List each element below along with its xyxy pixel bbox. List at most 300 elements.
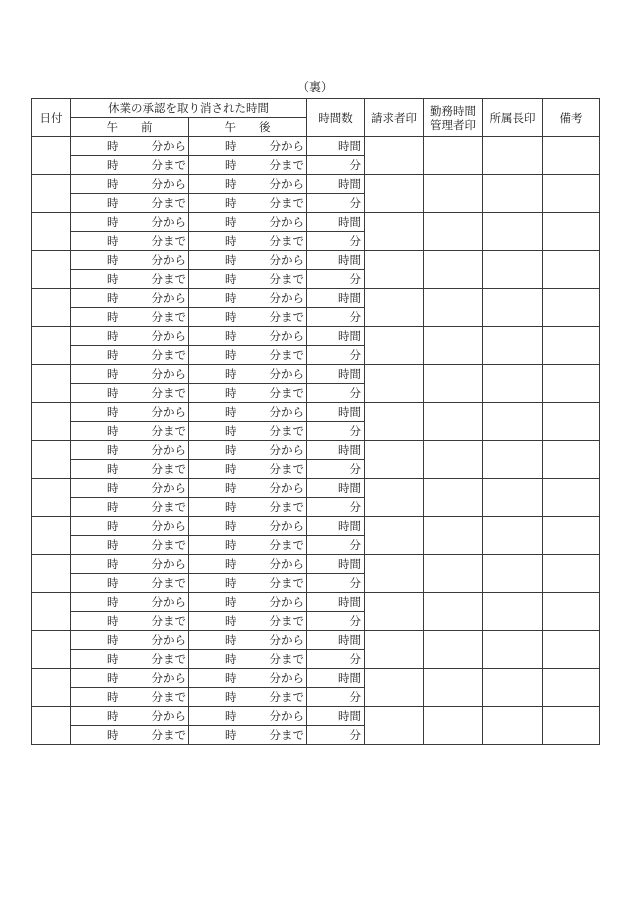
am-start-time-cell[interactable] (71, 365, 189, 384)
am-end-time-cell[interactable] (71, 346, 189, 365)
minute-label: 分まで (151, 576, 186, 590)
hours-unit-cell[interactable]: 時間 (307, 289, 365, 308)
remarks-cell[interactable] (543, 479, 600, 517)
hours-unit-cell[interactable]: 時間 (307, 251, 365, 270)
am-end-time-cell[interactable] (71, 688, 189, 707)
am-end-time-cell[interactable] (71, 574, 189, 593)
dept-head-seal-cell[interactable] (483, 517, 543, 555)
hour-label: 時 (107, 329, 119, 343)
minute-label: 分まで (269, 728, 304, 742)
entry-row-start (32, 327, 600, 346)
remarks-cell[interactable] (543, 365, 600, 403)
minute-label: 分まで (269, 690, 304, 704)
minute-label: 分から (269, 215, 304, 229)
hour-label: 時 (107, 386, 119, 400)
hour-label: 時 (225, 158, 237, 172)
entry-row-start (32, 593, 600, 612)
work-manager-seal-cell[interactable] (424, 251, 483, 289)
pm-end-time-cell[interactable] (189, 498, 307, 517)
remarks-cell[interactable] (543, 403, 600, 441)
date-cell[interactable] (32, 327, 71, 365)
minute-label: 分から (151, 671, 186, 685)
hour-label: 時 (225, 215, 237, 229)
entry-row-start (32, 213, 600, 232)
minutes-unit-cell[interactable]: 分 (307, 574, 365, 593)
am-end-time-cell[interactable] (71, 270, 189, 289)
am-start-time-cell[interactable] (71, 327, 189, 346)
minute-label: 分まで (269, 652, 304, 666)
minute-label: 分まで (269, 272, 304, 286)
hours-unit-cell[interactable]: 時間 (307, 517, 365, 536)
remarks-cell[interactable] (543, 289, 600, 327)
am-start-time-cell[interactable] (71, 593, 189, 612)
entry-row-start (32, 707, 600, 726)
date-cell[interactable] (32, 707, 71, 745)
dept-head-seal-cell[interactable] (483, 289, 543, 327)
minute-label: 分から (151, 595, 186, 609)
hour-label: 時 (107, 234, 119, 248)
dept-head-seal-cell[interactable] (483, 213, 543, 251)
am-start-time-cell[interactable] (71, 137, 189, 156)
hour-label: 時 (107, 481, 119, 495)
requester-seal-cell[interactable] (365, 365, 424, 403)
pm-end-time-cell[interactable] (189, 194, 307, 213)
hour-label: 時 (225, 614, 237, 628)
minute-label: 分から (151, 443, 186, 457)
remarks-cell[interactable] (543, 631, 600, 669)
remarks-cell[interactable] (543, 175, 600, 213)
date-cell[interactable] (32, 517, 71, 555)
requester-seal-cell[interactable] (365, 403, 424, 441)
am-end-time-cell[interactable] (71, 460, 189, 479)
hour-label: 時 (107, 728, 119, 742)
hour-label: 時 (107, 272, 119, 286)
am-end-time-cell[interactable] (71, 726, 189, 745)
dept-head-seal-cell[interactable] (483, 631, 543, 669)
minutes-unit-cell[interactable]: 分 (307, 498, 365, 517)
date-cell[interactable] (32, 479, 71, 517)
minute-label: 分から (269, 177, 304, 191)
hours-unit-cell[interactable]: 時間 (307, 137, 365, 156)
am-end-time-cell[interactable] (71, 308, 189, 327)
hour-label: 時 (107, 671, 119, 685)
hour-label: 時 (107, 443, 119, 457)
minutes-unit-cell[interactable]: 分 (307, 156, 365, 175)
entry-row-start (32, 479, 600, 498)
minutes-unit-cell[interactable]: 分 (307, 726, 365, 745)
work-manager-seal-cell[interactable] (424, 593, 483, 631)
hour-label: 時 (225, 405, 237, 419)
minute-label: 分から (151, 253, 186, 267)
page-side-label: （裏） (296, 80, 333, 94)
hour-label: 時 (107, 215, 119, 229)
minute-label: 分から (269, 481, 304, 495)
am-start-time-cell[interactable] (71, 631, 189, 650)
remarks-cell[interactable] (543, 555, 600, 593)
hour-label: 時 (107, 557, 119, 571)
work-manager-seal-cell[interactable] (424, 555, 483, 593)
hour-label: 時 (225, 538, 237, 552)
hour-label: 時 (107, 139, 119, 153)
dept-head-seal-cell[interactable] (483, 669, 543, 707)
dept-head-seal-cell[interactable] (483, 251, 543, 289)
requester-seal-cell[interactable] (365, 137, 424, 175)
hours-unit-cell[interactable]: 時間 (307, 213, 365, 232)
am-end-time-cell[interactable] (71, 384, 189, 403)
header-dept-head-seal: 所属長印 (483, 99, 543, 137)
minute-label: 分まで (151, 310, 186, 324)
entry-row-start (32, 365, 600, 384)
hour-label: 時 (107, 614, 119, 628)
minute-label: 分から (269, 443, 304, 457)
date-cell[interactable] (32, 441, 71, 479)
pm-end-time-cell[interactable] (189, 574, 307, 593)
hour-label: 時 (225, 291, 237, 305)
am-start-time-cell[interactable] (71, 175, 189, 194)
requester-seal-cell[interactable] (365, 251, 424, 289)
leave-cancellation-table (31, 98, 600, 745)
work-manager-seal-cell[interactable] (424, 517, 483, 555)
minute-label: 分から (269, 253, 304, 267)
hour-label: 時 (225, 443, 237, 457)
hour-label: 時 (225, 728, 237, 742)
am-start-time-cell[interactable] (71, 441, 189, 460)
pm-end-time-cell[interactable] (189, 422, 307, 441)
pm-end-time-cell[interactable] (189, 612, 307, 631)
minutes-unit-cell[interactable]: 分 (307, 232, 365, 251)
minute-label: 分から (269, 291, 304, 305)
am-end-time-cell[interactable] (71, 156, 189, 175)
minutes-unit-cell[interactable]: 分 (307, 688, 365, 707)
hours-unit-cell[interactable]: 時間 (307, 327, 365, 346)
minute-label: 分まで (151, 196, 186, 210)
hour-label: 時 (107, 652, 119, 666)
am-start-time-cell[interactable] (71, 555, 189, 574)
pm-end-time-cell[interactable] (189, 346, 307, 365)
pm-end-time-cell[interactable] (189, 270, 307, 289)
hour-label: 時 (225, 652, 237, 666)
pm-end-time-cell[interactable] (189, 384, 307, 403)
minutes-unit-cell[interactable]: 分 (307, 384, 365, 403)
minutes-unit-cell[interactable]: 分 (307, 270, 365, 289)
pm-end-time-cell[interactable] (189, 726, 307, 745)
hour-label: 時 (107, 424, 119, 438)
requester-seal-cell[interactable] (365, 517, 424, 555)
date-cell[interactable] (32, 669, 71, 707)
hours-unit-cell[interactable]: 時間 (307, 403, 365, 422)
pm-start-time-cell[interactable] (189, 403, 307, 422)
minute-label: 分まで (269, 576, 304, 590)
requester-seal-cell[interactable] (365, 631, 424, 669)
minute-label: 分まで (151, 500, 186, 514)
dept-head-seal-cell[interactable] (483, 175, 543, 213)
minute-label: 分から (151, 215, 186, 229)
minute-label: 分から (151, 139, 186, 153)
entry-row-start (32, 669, 600, 688)
hour-label: 時 (225, 234, 237, 248)
minute-label: 分まで (151, 424, 186, 438)
minute-label: 分まで (269, 234, 304, 248)
minute-label: 分から (269, 671, 304, 685)
hour-label: 時 (225, 367, 237, 381)
am-end-time-cell[interactable] (71, 422, 189, 441)
remarks-cell[interactable] (543, 593, 600, 631)
remarks-cell[interactable] (543, 137, 600, 175)
minute-label: 分まで (269, 462, 304, 476)
date-cell[interactable] (32, 631, 71, 669)
entry-row-start (32, 137, 600, 156)
header-work-manager-seal-line2: 管理者印 (430, 117, 476, 132)
requester-seal-cell[interactable] (365, 213, 424, 251)
hour-label: 時 (225, 310, 237, 324)
entry-row-start (32, 441, 600, 460)
am-start-time-cell[interactable] (71, 213, 189, 232)
minute-label: 分から (151, 481, 186, 495)
pm-start-time-cell[interactable] (189, 479, 307, 498)
hour-label: 時 (107, 519, 119, 533)
remarks-cell[interactable] (543, 707, 600, 745)
minute-label: 分まで (151, 462, 186, 476)
pm-start-time-cell[interactable] (189, 289, 307, 308)
minute-label: 分まで (269, 424, 304, 438)
hour-label: 時 (107, 158, 119, 172)
date-cell[interactable] (32, 251, 71, 289)
date-cell[interactable] (32, 137, 71, 175)
hours-unit-cell[interactable]: 時間 (307, 669, 365, 688)
minute-label: 分から (151, 633, 186, 647)
hour-label: 時 (107, 291, 119, 305)
dept-head-seal-cell[interactable] (483, 441, 543, 479)
date-cell[interactable] (32, 365, 71, 403)
pm-start-time-cell[interactable] (189, 251, 307, 270)
minute-label: 分から (269, 557, 304, 571)
hour-label: 時 (225, 177, 237, 191)
hours-unit-cell[interactable]: 時間 (307, 175, 365, 194)
header-requester-seal: 請求者印 (365, 99, 424, 137)
dept-head-seal-cell[interactable] (483, 707, 543, 745)
header-remarks: 備考 (543, 99, 600, 137)
minutes-unit-cell[interactable]: 分 (307, 422, 365, 441)
hour-label: 時 (225, 253, 237, 267)
hour-label: 時 (107, 500, 119, 514)
date-cell[interactable] (32, 289, 71, 327)
minute-label: 分から (269, 519, 304, 533)
am-start-time-cell[interactable] (71, 669, 189, 688)
am-start-time-cell[interactable] (71, 289, 189, 308)
header-pm: 午 後 (189, 118, 307, 137)
pm-end-time-cell[interactable] (189, 536, 307, 555)
hour-label: 時 (225, 709, 237, 723)
work-manager-seal-cell[interactable] (424, 479, 483, 517)
pm-start-time-cell[interactable] (189, 669, 307, 688)
hours-unit-cell[interactable]: 時間 (307, 365, 365, 384)
pm-start-time-cell[interactable] (189, 213, 307, 232)
minutes-unit-cell[interactable]: 分 (307, 536, 365, 555)
minute-label: 分から (269, 329, 304, 343)
entry-row-start (32, 251, 600, 270)
requester-seal-cell[interactable] (365, 441, 424, 479)
hour-label: 時 (225, 576, 237, 590)
remarks-cell[interactable] (543, 441, 600, 479)
pm-end-time-cell[interactable] (189, 650, 307, 669)
hour-label: 時 (225, 671, 237, 685)
am-start-time-cell[interactable] (71, 707, 189, 726)
pm-start-time-cell[interactable] (189, 555, 307, 574)
pm-start-time-cell[interactable] (189, 441, 307, 460)
pm-start-time-cell[interactable] (189, 631, 307, 650)
work-manager-seal-cell[interactable] (424, 175, 483, 213)
hour-label: 時 (107, 405, 119, 419)
minute-label: 分まで (151, 234, 186, 248)
requester-seal-cell[interactable] (365, 555, 424, 593)
minute-label: 分から (269, 709, 304, 723)
minutes-unit-cell[interactable]: 分 (307, 460, 365, 479)
date-cell[interactable] (32, 403, 71, 441)
entry-row-start (32, 175, 600, 194)
am-end-time-cell[interactable] (71, 536, 189, 555)
am-end-time-cell[interactable] (71, 650, 189, 669)
minute-label: 分まで (151, 386, 186, 400)
dept-head-seal-cell[interactable] (483, 593, 543, 631)
pm-start-time-cell[interactable] (189, 365, 307, 384)
hours-unit-cell[interactable]: 時間 (307, 707, 365, 726)
dept-head-seal-cell[interactable] (483, 327, 543, 365)
pm-start-time-cell[interactable] (189, 327, 307, 346)
dept-head-seal-cell[interactable] (483, 403, 543, 441)
pm-start-time-cell[interactable] (189, 137, 307, 156)
header-am: 午 前 (71, 118, 189, 137)
minute-label: 分から (151, 177, 186, 191)
minute-label: 分から (151, 291, 186, 305)
entry-row-start (32, 555, 600, 574)
minute-label: 分まで (151, 614, 186, 628)
minute-label: 分まで (269, 538, 304, 552)
minute-label: 分から (151, 367, 186, 381)
am-end-time-cell[interactable] (71, 194, 189, 213)
header-hours: 時間数 (307, 99, 365, 137)
work-manager-seal-cell[interactable] (424, 213, 483, 251)
minutes-unit-cell[interactable]: 分 (307, 194, 365, 213)
hour-label: 時 (107, 253, 119, 267)
minute-label: 分から (269, 405, 304, 419)
minute-label: 分まで (269, 310, 304, 324)
work-manager-seal-cell[interactable] (424, 289, 483, 327)
hours-unit-cell[interactable]: 時間 (307, 593, 365, 612)
dept-head-seal-cell[interactable] (483, 479, 543, 517)
dept-head-seal-cell[interactable] (483, 137, 543, 175)
minute-label: 分まで (269, 500, 304, 514)
date-cell[interactable] (32, 555, 71, 593)
minute-label: 分まで (269, 386, 304, 400)
pm-end-time-cell[interactable] (189, 156, 307, 175)
work-manager-seal-cell[interactable] (424, 327, 483, 365)
hour-label: 時 (225, 348, 237, 362)
am-start-time-cell[interactable] (71, 479, 189, 498)
minutes-unit-cell[interactable]: 分 (307, 308, 365, 327)
hour-label: 時 (225, 462, 237, 476)
minute-label: 分まで (151, 538, 186, 552)
am-start-time-cell[interactable] (71, 517, 189, 536)
hour-label: 時 (107, 196, 119, 210)
requester-seal-cell[interactable] (365, 175, 424, 213)
hours-unit-cell[interactable]: 時間 (307, 479, 365, 498)
minute-label: 分まで (151, 348, 186, 362)
work-manager-seal-cell[interactable] (424, 669, 483, 707)
minute-label: 分まで (151, 158, 186, 172)
requester-seal-cell[interactable] (365, 669, 424, 707)
date-cell[interactable] (32, 175, 71, 213)
minutes-unit-cell[interactable]: 分 (307, 650, 365, 669)
pm-end-time-cell[interactable] (189, 308, 307, 327)
hours-unit-cell[interactable]: 時間 (307, 441, 365, 460)
work-manager-seal-cell[interactable] (424, 441, 483, 479)
remarks-cell[interactable] (543, 213, 600, 251)
requester-seal-cell[interactable] (365, 479, 424, 517)
am-end-time-cell[interactable] (71, 498, 189, 517)
entry-row-start (32, 631, 600, 650)
date-cell[interactable] (32, 593, 71, 631)
requester-seal-cell[interactable] (365, 707, 424, 745)
pm-start-time-cell[interactable] (189, 593, 307, 612)
hour-label: 時 (107, 576, 119, 590)
pm-end-time-cell[interactable] (189, 232, 307, 251)
date-cell[interactable] (32, 213, 71, 251)
minutes-unit-cell[interactable]: 分 (307, 612, 365, 631)
header-work-manager-seal-line1: 勤務時間 (430, 103, 476, 118)
requester-seal-cell[interactable] (365, 289, 424, 327)
minute-label: 分まで (269, 158, 304, 172)
am-end-time-cell[interactable] (71, 612, 189, 631)
hour-label: 時 (107, 177, 119, 191)
work-manager-seal-cell[interactable] (424, 365, 483, 403)
remarks-cell[interactable] (543, 669, 600, 707)
pm-end-time-cell[interactable] (189, 688, 307, 707)
work-manager-seal-cell[interactable] (424, 707, 483, 745)
minute-label: 分まで (269, 196, 304, 210)
entry-row-start (32, 403, 600, 422)
minutes-unit-cell[interactable]: 分 (307, 346, 365, 365)
am-start-time-cell[interactable] (71, 403, 189, 422)
work-manager-seal-cell[interactable] (424, 631, 483, 669)
minute-label: 分から (269, 595, 304, 609)
pm-end-time-cell[interactable] (189, 460, 307, 479)
pm-start-time-cell[interactable] (189, 707, 307, 726)
header-date: 日付 (32, 99, 71, 137)
entry-row-start (32, 517, 600, 536)
hour-label: 時 (107, 367, 119, 381)
requester-seal-cell[interactable] (365, 593, 424, 631)
hours-unit-cell[interactable]: 時間 (307, 555, 365, 574)
hour-label: 時 (225, 329, 237, 343)
dept-head-seal-cell[interactable] (483, 555, 543, 593)
remarks-cell[interactable] (543, 517, 600, 555)
minute-label: 分から (269, 633, 304, 647)
am-start-time-cell[interactable] (71, 251, 189, 270)
requester-seal-cell[interactable] (365, 327, 424, 365)
pm-start-time-cell[interactable] (189, 517, 307, 536)
am-end-time-cell[interactable] (71, 232, 189, 251)
remarks-cell[interactable] (543, 327, 600, 365)
hour-label: 時 (225, 272, 237, 286)
remarks-cell[interactable] (543, 251, 600, 289)
work-manager-seal-cell[interactable] (424, 403, 483, 441)
work-manager-seal-cell[interactable] (424, 137, 483, 175)
hours-unit-cell[interactable]: 時間 (307, 631, 365, 650)
minute-label: 分まで (269, 614, 304, 628)
dept-head-seal-cell[interactable] (483, 365, 543, 403)
pm-start-time-cell[interactable] (189, 175, 307, 194)
hour-label: 時 (225, 196, 237, 210)
